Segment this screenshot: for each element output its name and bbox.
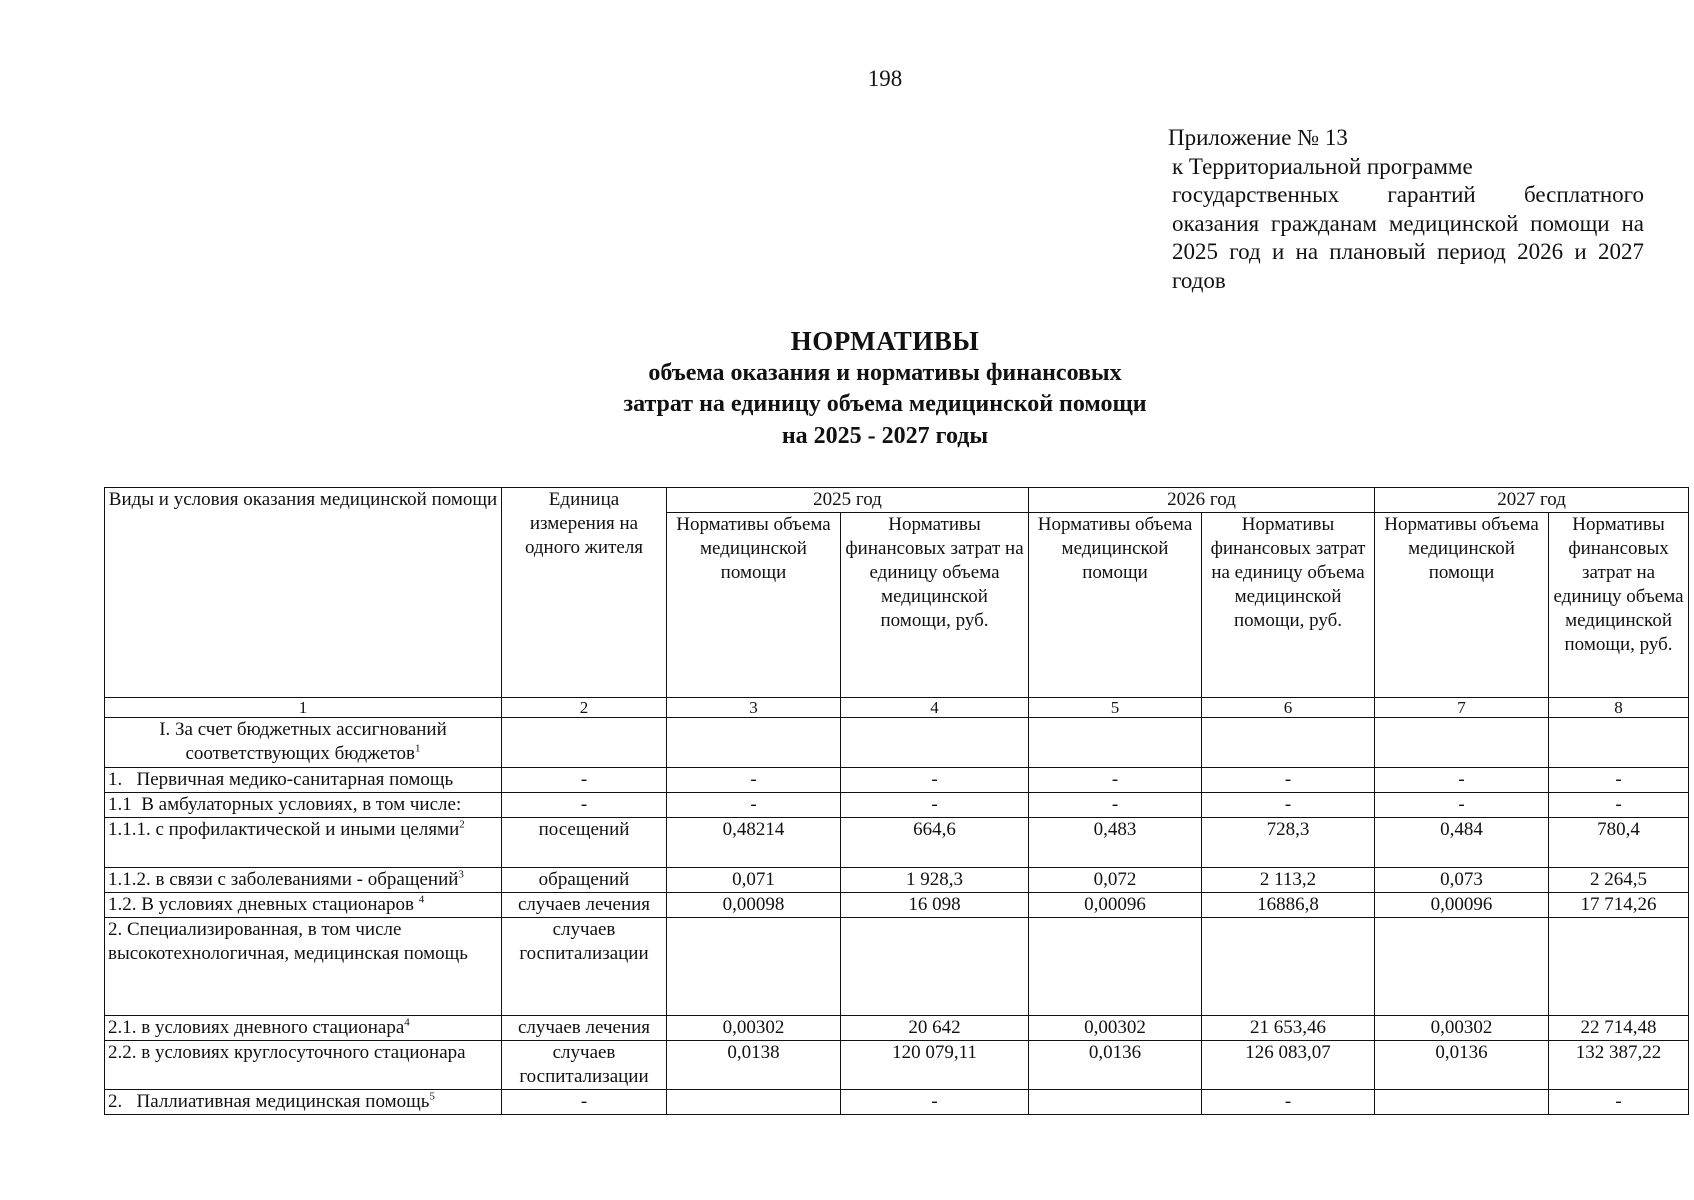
cell-volume-2026: 0,00302 [1029,1016,1202,1041]
cell-volume-2027: 0,00096 [1375,893,1549,918]
document-title [0,326,1694,452]
appendix-line: 2025 год и на плановый период 2026 и 2027 [1172,239,1644,264]
cell-finance-2025: 120 079,11 [841,1041,1029,1090]
cell-finance-2025 [841,718,1029,768]
cell-volume-2025 [667,1090,841,1115]
row-unit [502,718,667,768]
appendix-block [1168,124,1644,295]
cell-volume-2027: 0,00302 [1375,1016,1549,1041]
table-row [105,868,1689,893]
row-name: 1.1.1. с профилактической и иными целями$^2$ [105,818,502,868]
row-unit: случаев лечения [502,893,667,918]
cell-volume-2026 [1029,918,1202,1016]
cell-finance-2027: - [1549,768,1689,793]
appendix-line: оказания гражданам медицинской помощи на [1172,210,1644,236]
cell-volume-2027: - [1375,793,1549,818]
cell-finance-2025: 1 928,3 [841,868,1029,893]
cell-volume-2027: 0,073 [1375,868,1549,893]
appendix-line: годов [1172,267,1226,293]
row-name: 1. Первичная медико-санитарная помощь [105,768,502,793]
cell-finance-2026: 21 653,46 [1202,1016,1375,1041]
cell-finance-2025: 20 642 [841,1016,1029,1041]
row-unit: - [502,768,667,793]
cell-finance-2027: 132 387,22 [1549,1041,1689,1090]
cell-finance-2026 [1202,718,1375,768]
table-row [105,818,1689,868]
column-number: 2 [502,698,667,718]
row-unit: случаев лечения [502,1016,667,1041]
header-finance-2025: Нормативы финансовых затрат на единицу объема медицинской помощи, руб. [841,513,1029,698]
table-row [105,768,1689,793]
header-year-2025: 2025 год [667,488,1029,513]
row-unit: обращений [502,868,667,893]
cell-finance-2027: 22 714,48 [1549,1016,1689,1041]
cell-volume-2026 [1029,1090,1202,1115]
table-row [105,1090,1689,1115]
title-line: затрат на единицу объема медицинской помощи [623,391,1147,417]
cell-finance-2025: 16 098 [841,893,1029,918]
row-unit: - [502,1090,667,1115]
row-unit: случаев госпитализации [502,1041,667,1090]
row-name: 2. Специализированная, в том числе высокотехнологичная, медицинская помощь [105,918,502,1016]
cell-finance-2025: - [841,793,1029,818]
cell-volume-2025: 0,00098 [667,893,841,918]
title-main: НОРМАТИВЫ [790,326,980,356]
cell-volume-2027: 0,0136 [1375,1041,1549,1090]
row-name: I. За счет бюджетных ассигнований соответствующих бюджетов$^1$ [105,718,502,768]
cell-volume-2026: 0,072 [1029,868,1202,893]
cell-finance-2027: 17 714,26 [1549,893,1689,918]
row-name: 2.2. в условиях круглосуточного стационара [105,1041,502,1090]
table-row [105,1016,1689,1041]
cell-volume-2026: 0,0136 [1029,1041,1202,1090]
cell-finance-2026: 728,3 [1202,818,1375,868]
row-unit: - [502,793,667,818]
column-number: 7 [1375,698,1549,718]
table-row [105,718,1689,768]
column-number: 6 [1202,698,1375,718]
table-row [105,1041,1689,1090]
column-number: 8 [1549,698,1689,718]
cell-volume-2025: 0,0138 [667,1041,841,1090]
header-finance-2027: Нормативы финансовых затрат на единицу объема медицинской помощи, руб. [1549,513,1689,698]
appendix-title: Приложение № 13 [1168,125,1348,150]
cell-finance-2025: - [841,768,1029,793]
header-unit: Единица измерения на одного жителя [502,488,667,698]
header-kind: Виды и условия оказания медицинской помощи [105,488,502,698]
cell-finance-2025: - [841,1090,1029,1115]
column-number: 1 [105,698,502,718]
row-unit: случаев госпитализации [502,918,667,1016]
cell-volume-2027 [1375,918,1549,1016]
row-name: 2. Паллиативная медицинская помощь$^5$ [105,1090,502,1115]
page-number: 198 [867,66,903,91]
cell-finance-2026: 2 113,2 [1202,868,1375,893]
cell-finance-2026: - [1202,793,1375,818]
cell-volume-2025: - [667,768,841,793]
cell-finance-2025: 664,6 [841,818,1029,868]
cell-volume-2025: 0,071 [667,868,841,893]
header-year-2026: 2026 год [1029,488,1375,513]
cell-volume-2026: - [1029,793,1202,818]
header-volume-2026: Нормативы объема медицинской помощи [1029,513,1202,698]
header-volume-2025: Нормативы объема медицинской помощи [667,513,841,698]
cell-finance-2025 [841,918,1029,1016]
cell-volume-2027 [1375,1090,1549,1115]
cell-volume-2025: 0,00302 [667,1016,841,1041]
cell-finance-2026: - [1202,768,1375,793]
cell-finance-2026: 126 083,07 [1202,1041,1375,1090]
cell-finance-2026 [1202,918,1375,1016]
appendix-line: государственных гарантий бесплатного [1172,182,1644,207]
cell-finance-2027: - [1549,793,1689,818]
column-number: 4 [841,698,1029,718]
cell-volume-2027 [1375,718,1549,768]
cell-volume-2025 [667,718,841,768]
cell-volume-2026: 0,00096 [1029,893,1202,918]
cell-volume-2027: 0,484 [1375,818,1549,868]
table-row [105,893,1689,918]
column-number-row [105,698,1689,718]
cell-volume-2025: - [667,793,841,818]
cell-volume-2026 [1029,718,1202,768]
cell-finance-2027 [1549,718,1689,768]
norms-table [104,487,1689,1115]
header-finance-2026: Нормативы финансовых затрат на единицу объема медицинской помощи, руб. [1202,513,1375,698]
header-year-2027: 2027 год [1375,488,1689,513]
column-number: 3 [667,698,841,718]
cell-finance-2027: 780,4 [1549,818,1689,868]
cell-finance-2027 [1549,918,1689,1016]
title-line: на 2025 - 2027 годы [781,422,989,449]
cell-volume-2026: - [1029,768,1202,793]
cell-finance-2027: - [1549,1090,1689,1115]
cell-volume-2027: - [1375,768,1549,793]
title-line: объема оказания и нормативы финансовых [648,359,1122,386]
row-name: 1.2. В условиях дневных стационаров $^4$ [105,893,502,918]
cell-finance-2027: 2 264,5 [1549,868,1689,893]
appendix-line: к Территориальной программе [1172,153,1473,179]
cell-finance-2026: 16886,8 [1202,893,1375,918]
cell-volume-2026: 0,483 [1029,818,1202,868]
cell-volume-2025 [667,918,841,1016]
cell-finance-2026: - [1202,1090,1375,1115]
table-row [105,793,1689,818]
row-name: 1.1.2. в связи с заболеваниями - обращений$^3$ [105,868,502,893]
header-volume-2027: Нормативы объема медицинской помощи [1375,513,1549,698]
cell-volume-2025: 0,48214 [667,818,841,868]
column-number: 5 [1029,698,1202,718]
row-unit: посещений [502,818,667,868]
table-row [105,918,1689,1016]
header-row-years [105,488,1689,513]
row-name: 2.1. в условиях дневного стационара$^4$ [105,1016,502,1041]
row-name: 1.1 В амбулаторных условиях, в том числе: [105,793,502,818]
